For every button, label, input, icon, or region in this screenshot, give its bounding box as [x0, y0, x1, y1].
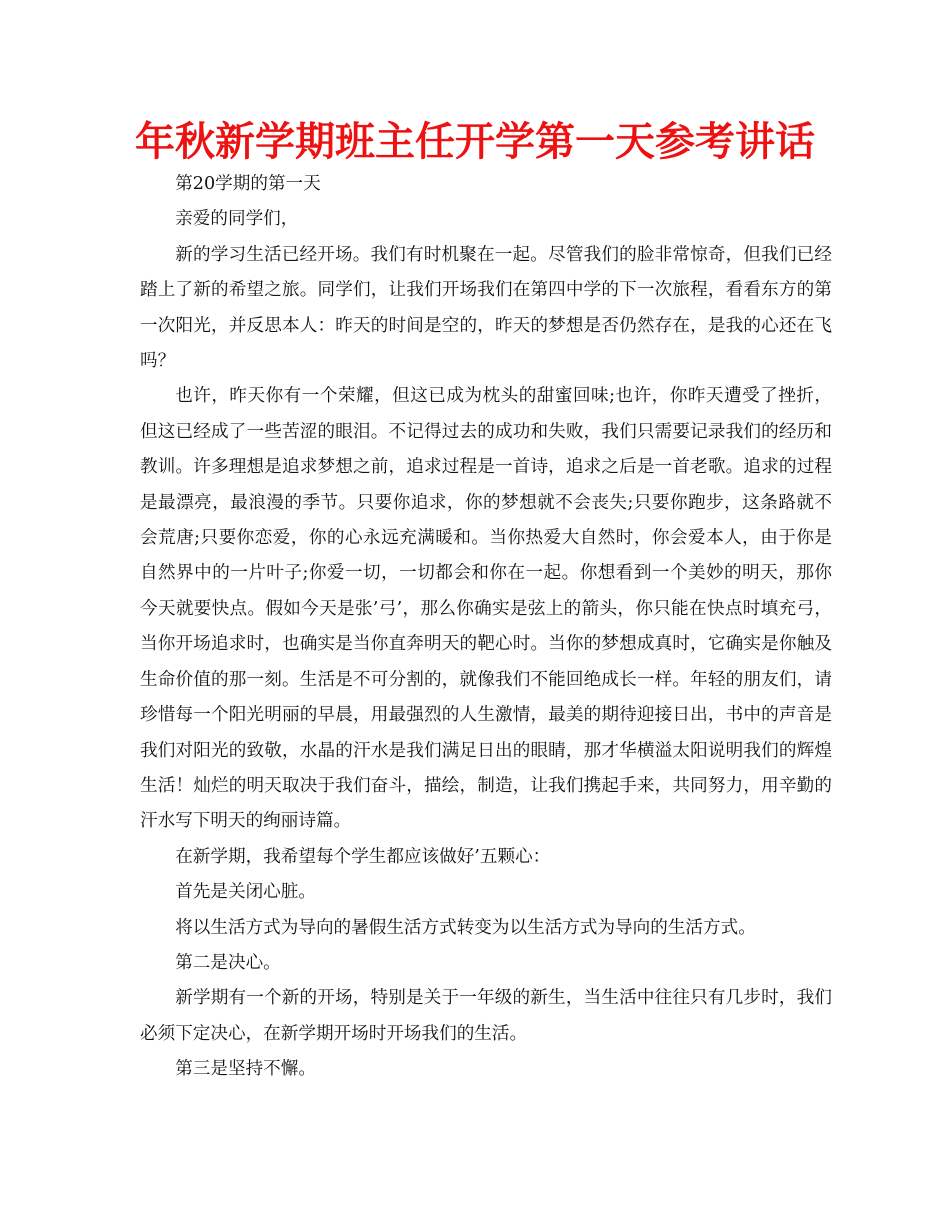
- paragraph-second: 第二是决心。: [175, 952, 281, 973]
- paragraph-first-detail: 将以生活方式为导向的暑假生活方式转变为以生活方式为导向的生活方式。: [175, 917, 756, 938]
- paragraph-first: 首先是关闭心脏。: [175, 882, 316, 903]
- paragraph-semester-line: 第20学期的第一天: [175, 174, 321, 194]
- paragraph-five-hearts: 在新学期，我希望每个学生都应该做好’五颗心：: [175, 846, 551, 867]
- document-body: [140, 167, 832, 1088]
- paragraph-salutation: 亲爱的同学们，: [175, 209, 299, 230]
- paragraph-third: 第三是坚持不懈。: [175, 1059, 316, 1080]
- paragraph-second-detail: 新学期有一个新的开场，特别是关于一年级的新生，当生活中往往只有几步时，我们必须下定决心，在新学期开场时开场我们的生活。: [140, 988, 832, 1044]
- document-title: 年秋新学期班主任开学第一天参考讲话: [135, 119, 815, 165]
- paragraph-opening: 新的学习生活已经开场。我们有时机聚在一起。尽管我们的脸非常惊奇，但我们已经踏上了新的希望之旅。同学们，让我们开场我们在第四中学的下一次旅程，看看东方的第一次阳光，并反思本人：昨天的时间是空的，昨天的梦想是否仍然存在，是我的心还在飞吗？: [140, 244, 832, 372]
- paragraph-main: 也许，昨天你有一个荣耀，但这已成为枕头的甜蜜回味;也许，你昨天遭受了挫折，但这已经成了一些苦涩的眼泪。不记得过去的成功和失败，我们只需要记录我们的经历和教训。许多理想是追求梦想之前，追求过程是一首诗，追求之后是一首老歌。追求的过程是最漂亮，最浪漫的季节。只要你追求，你的梦想就不会丧失;只要你跑步，这条路就不会荒唐;只要你恋爱，你的心永远充满暖和。当你热爱大自然时，你会爱本人，由于你是自然界中的一片叶子;你爱一切，一切都会和你在一起。你想看到一个美妙的明天，那你今天就要快点。假如今天是张’弓’，那么你确实是弦上的箭头，你只能在快点时填充弓，当你开场追求时，也确实是当你直奔明天的靶心时。当你的梦想成真时，它确实是你触及生命价值的那一刻。生活是不可分割的，就像我们不能回绝成长一样。年轻的朋友们，请珍惜每一个阳光明丽的早晨，用最强烈的人生激情，最美的期待迎接日出，书中的声音是我们对阳光的致敬，水晶的汗水是我们满足日出的眼睛，那才华横溢太阳说明我们的辉煌生活！灿烂的明天取决于我们奋斗，描绘，制造，让我们携起手来，共同努力，用辛勤的汗水写下明天的绚丽诗篇。: [140, 386, 832, 832]
